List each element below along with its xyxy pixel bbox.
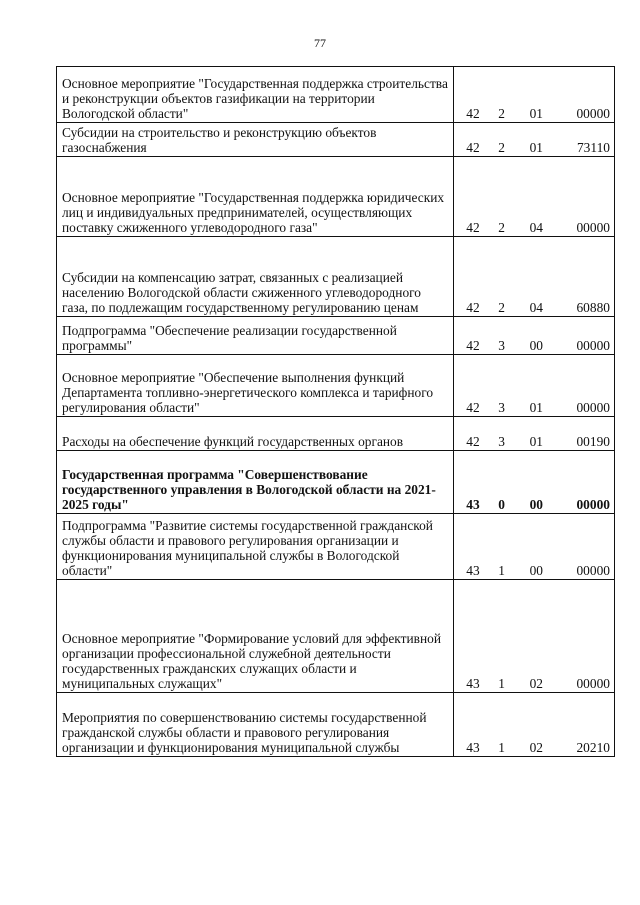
row-codes <box>454 451 615 514</box>
activity-code: 01 <box>529 434 543 449</box>
direction-code: 00000 <box>576 563 610 578</box>
table-row <box>57 157 615 237</box>
direction-code: 00000 <box>576 338 610 353</box>
table-row <box>57 693 615 757</box>
activity-code: 04 <box>529 220 543 235</box>
table-row <box>57 355 615 417</box>
subprogram-code: 0 <box>498 497 505 512</box>
table-row <box>57 417 615 451</box>
table-row <box>57 317 615 355</box>
row-description: Субсидии на строительство и реконструкцию объектов газоснабжения <box>57 123 454 157</box>
direction-code: 00000 <box>576 497 610 512</box>
subprogram-code: 2 <box>498 106 505 121</box>
table-row <box>57 580 615 693</box>
row-codes <box>454 693 615 757</box>
subprogram-code: 2 <box>498 220 505 235</box>
direction-code: 00190 <box>576 434 610 449</box>
program-code: 43 <box>466 497 480 512</box>
page-number: 77 <box>314 36 326 50</box>
row-description: Основное мероприятие "Формирование условий для эффективной организации профессиональной служебной деятельности государственных гражданских служащих области и муниципальных служащих" <box>57 580 454 693</box>
table-row <box>57 237 615 317</box>
activity-code: 01 <box>529 106 543 121</box>
direction-code: 20210 <box>576 740 610 755</box>
subprogram-code: 1 <box>498 563 505 578</box>
activity-code: 00 <box>529 338 543 353</box>
subprogram-code: 1 <box>498 740 505 755</box>
activity-code: 04 <box>529 300 543 315</box>
direction-code: 00000 <box>576 106 610 121</box>
table-row <box>57 514 615 580</box>
program-code: 43 <box>466 676 480 691</box>
program-code: 42 <box>466 400 480 415</box>
subprogram-code: 2 <box>498 300 505 315</box>
activity-code: 01 <box>529 140 543 155</box>
row-description: Основное мероприятие "Обеспечение выполнения функций Департамента топливно-энергетического комплекса и тарифного регулирования области" <box>57 355 454 417</box>
activity-code: 02 <box>529 740 543 755</box>
row-description: Подпрограмма "Развитие системы государственной гражданской службы области и правового регулирования организации и функционирования муниципальной службы в Вологодской области" <box>57 514 454 580</box>
direction-code: 73110 <box>576 140 610 155</box>
row-codes <box>454 317 615 355</box>
program-code: 42 <box>466 140 480 155</box>
program-code: 42 <box>466 434 480 449</box>
subprogram-code: 3 <box>498 400 505 415</box>
row-codes <box>454 355 615 417</box>
activity-code: 01 <box>529 400 543 415</box>
row-codes <box>454 514 615 580</box>
row-description: Основное мероприятие "Государственная поддержка строительства и реконструкции объектов газификации на территории Вологодской области" <box>57 67 454 123</box>
subprogram-code: 1 <box>498 676 505 691</box>
row-description: Подпрограмма "Обеспечение реализации государственной программы" <box>57 317 454 355</box>
activity-code: 02 <box>529 676 543 691</box>
row-codes <box>454 157 615 237</box>
activity-code: 00 <box>529 497 543 512</box>
activity-code: 00 <box>529 563 543 578</box>
direction-code: 00000 <box>576 676 610 691</box>
subprogram-code: 3 <box>498 338 505 353</box>
row-codes <box>454 417 615 451</box>
program-code: 42 <box>466 338 480 353</box>
row-codes <box>454 123 615 157</box>
subprogram-code: 3 <box>498 434 505 449</box>
program-code: 42 <box>466 220 480 235</box>
program-code: 42 <box>466 106 480 121</box>
budget-classification-table <box>56 66 615 757</box>
row-codes <box>454 580 615 693</box>
row-description: Субсидии на компенсацию затрат, связанных с реализацией населению Вологодской области сжиженного углеводородного газа, по подлежащим государственному регулированию ценам <box>57 237 454 317</box>
row-description: Государственная программа "Совершенствование государственного управления в Вологодской области на 2021-2025 годы" <box>57 451 454 514</box>
row-description: Расходы на обеспечение функций государственных органов <box>57 417 454 451</box>
direction-code: 00000 <box>576 400 610 415</box>
row-description: Основное мероприятие "Государственная поддержка юридических лиц и индивидуальных предпринимателей, осуществляющих поставку сжиженного углеводородного газа" <box>57 157 454 237</box>
table-row <box>57 67 615 123</box>
direction-code: 60880 <box>576 300 610 315</box>
row-codes <box>454 67 615 123</box>
table-row <box>57 123 615 157</box>
program-code: 43 <box>466 563 480 578</box>
program-code: 43 <box>466 740 480 755</box>
subprogram-code: 2 <box>498 140 505 155</box>
row-description: Мероприятия по совершенствованию системы государственной гражданской службы области и правового регулирования организации и функционирования муниципальной службы <box>57 693 454 757</box>
direction-code: 00000 <box>576 220 610 235</box>
table-row <box>57 451 615 514</box>
program-code: 42 <box>466 300 480 315</box>
table-body <box>57 67 615 757</box>
row-codes <box>454 237 615 317</box>
